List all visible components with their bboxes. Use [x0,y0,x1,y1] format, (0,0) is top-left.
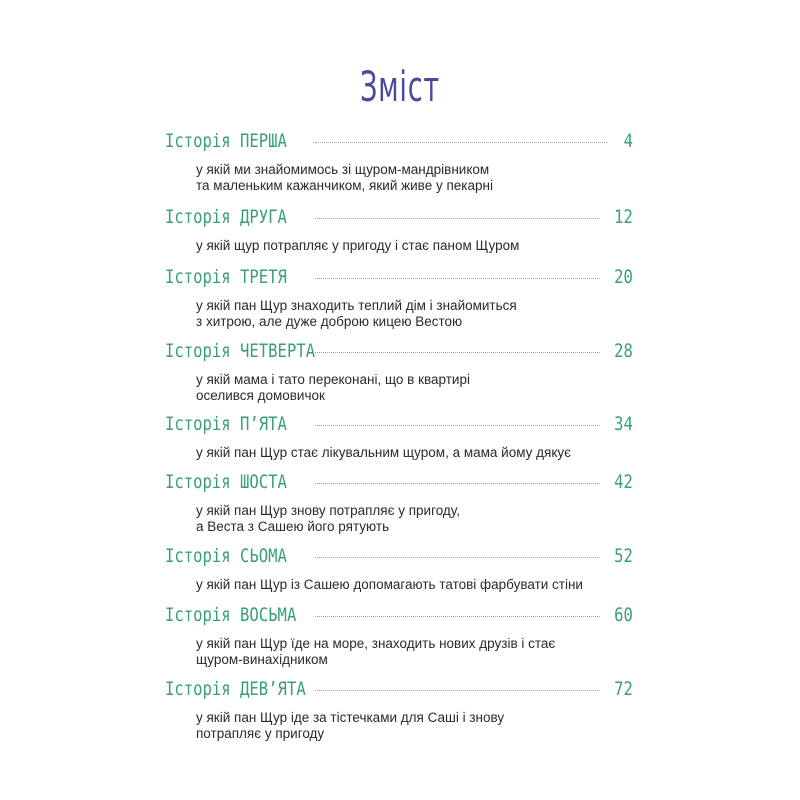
entry-page-number: 4 [623,130,633,152]
description-line: оселився домовичок [196,388,325,403]
entry-description [196,372,633,404]
toc-entry[interactable] [165,469,633,535]
entry-description [196,503,633,535]
dotted-leader [315,425,600,426]
dotted-leader [315,616,600,617]
entry-heading-row [165,543,633,569]
entry-heading: Історія ЧЕТВЕРТА [165,340,316,362]
dotted-leader [315,278,600,279]
toc-entry[interactable] [165,204,633,254]
entry-heading-row [165,411,633,437]
description-line: у якій пан Щур із Сашею допомагають татові фарбувати стіни [196,577,583,592]
toc-entry[interactable] [165,264,633,330]
dotted-leader [315,690,600,691]
description-line: у якій пан Щур стає лікувальним щуром, а мама йому дякує [196,445,572,460]
entry-page-number: 60 [614,604,633,626]
entry-heading: Історія ДРУГА [165,206,287,228]
entry-heading: Історія ПЕРША [165,130,287,152]
entry-page-number: 20 [614,266,633,288]
description-line: у якій пан Щур знаходить теплий дім і знайомиться [196,298,517,313]
entry-heading: Історія СЬОМА [165,545,287,567]
entry-page-number: 12 [614,206,633,228]
entry-heading-row [165,602,633,628]
entry-description [196,238,633,254]
entry-heading: Історія ДЕВ’ЯТА [165,678,306,700]
entry-heading-row [165,264,633,290]
description-line: а Веста з Сашею його рятують [196,519,390,534]
entry-heading-row [165,676,633,702]
dotted-leader [315,483,600,484]
entry-description [196,445,633,461]
entry-heading-row [165,128,633,154]
dotted-leader [315,557,600,558]
description-line: щуром-винахідником [196,652,328,667]
toc-entry[interactable] [165,543,633,593]
description-line: у якій ми знайомимось зі щуром-мандрівником [196,162,490,177]
description-line: у якій пан Щур іде за тістечками для Саші і знову [196,710,505,725]
entry-heading: Історія ТРЕТЯ [165,266,287,288]
entry-page-number: 42 [614,471,633,493]
description-line: у якій щур потрапляє у пригоду і стає паном Щуром [196,238,520,253]
entry-page-number: 72 [614,678,633,700]
description-line: у якій пан Щур знову потрапляє у пригоду, [196,503,460,518]
entry-page-number: 28 [614,340,633,362]
toc-entry[interactable] [165,128,633,194]
entry-heading: Історія П’ЯТА [165,413,287,435]
description-line: та маленьким кажанчиком, який живе у пекарні [196,178,493,193]
description-line: з хитрою, але дуже доброю кицею Вестою [196,314,463,329]
entry-heading-row [165,338,633,364]
entry-page-number: 52 [614,545,633,567]
entry-description [196,577,633,593]
dotted-leader [315,142,607,143]
entry-heading: Історія ВОСЬМА [165,604,297,626]
entry-description [196,162,633,194]
description-line: у якій пан Щур їде на море, знаходить нових друзів і стає [196,636,556,651]
toc-entry[interactable] [165,676,633,742]
toc-entry[interactable] [165,338,633,404]
description-line: потрапляє у пригоду [196,726,325,741]
entry-description [196,710,633,742]
toc-entry[interactable] [165,602,633,668]
entry-heading-row [165,469,633,495]
dotted-leader [315,218,600,219]
entry-description [196,298,633,330]
page-title: Зміст [360,62,440,111]
entry-heading-row [165,204,633,230]
dotted-leader [315,352,600,353]
toc-entry[interactable] [165,411,633,461]
entry-heading: Історія ШОСТА [165,471,287,493]
entry-description [196,636,633,668]
description-line: у якій мама і тато переконані, що в квартирі [196,372,470,387]
entry-page-number: 34 [614,413,633,435]
